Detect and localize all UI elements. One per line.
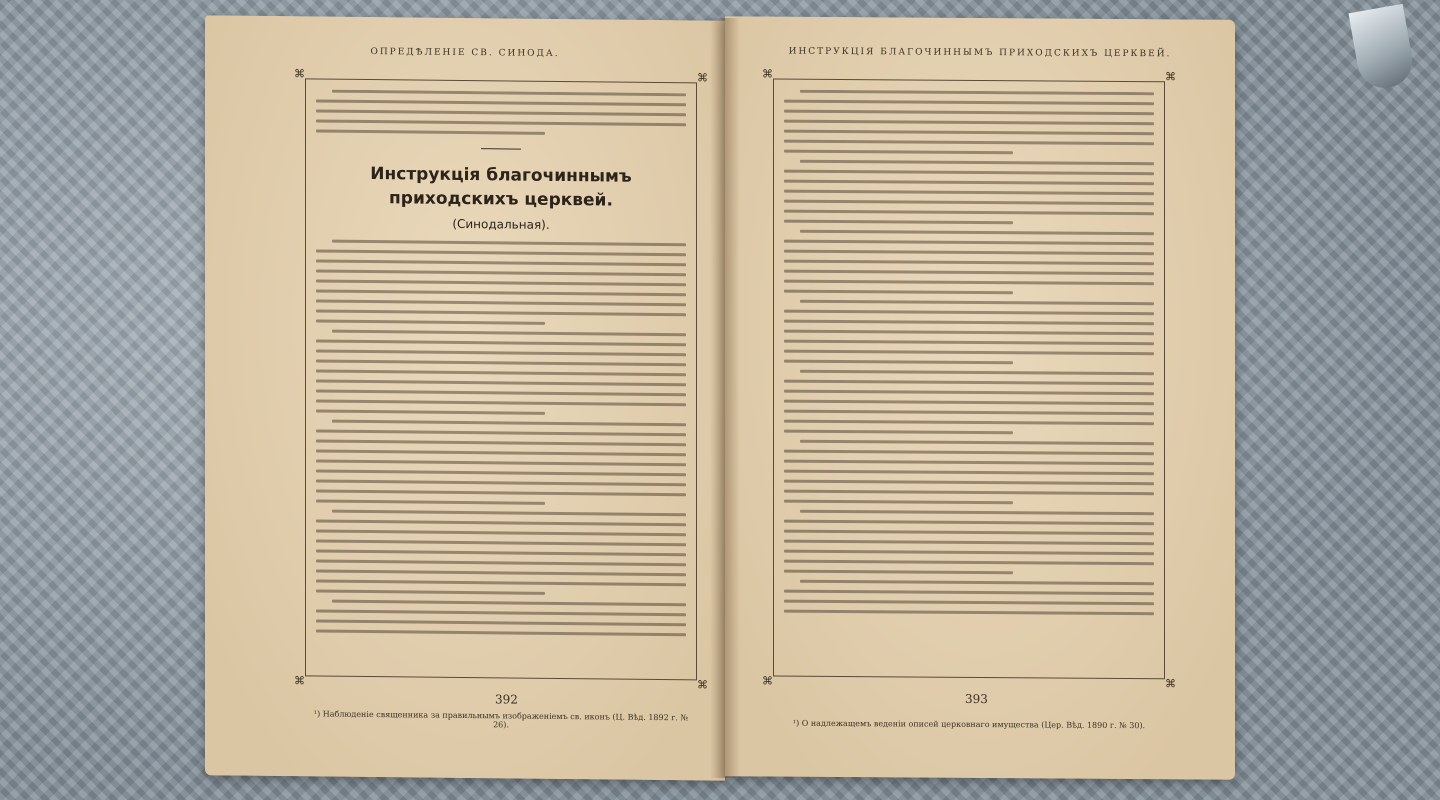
text-line (784, 240, 1154, 246)
text-line (784, 380, 1154, 386)
text-line (784, 180, 1154, 186)
text-line (316, 409, 545, 414)
text-line (316, 559, 686, 566)
text-line (784, 210, 1154, 216)
text-line (800, 580, 1154, 585)
text-line (316, 439, 686, 446)
text-line (316, 529, 686, 536)
text-line (784, 250, 1154, 256)
text-line (784, 570, 1013, 575)
open-book (205, 18, 1235, 778)
text-line (784, 500, 1013, 505)
text-line (316, 359, 686, 366)
text-line (784, 110, 1154, 116)
text-line (316, 309, 686, 316)
text-line (784, 520, 1154, 526)
text-line (784, 590, 1154, 596)
text-line (784, 610, 1154, 616)
text-line (784, 310, 1154, 316)
text-line (316, 339, 686, 346)
text-line (800, 370, 1154, 375)
text-line (784, 150, 1013, 155)
text-line (800, 440, 1154, 445)
text-line (316, 389, 686, 396)
text-line (800, 160, 1154, 165)
ornament-icon: ⌘ (697, 678, 708, 692)
text-line (784, 100, 1154, 106)
text-line (784, 390, 1154, 396)
text-line (316, 449, 686, 456)
text-line (332, 420, 686, 427)
text-line (316, 489, 686, 496)
text-line (784, 280, 1154, 286)
left-page (205, 15, 725, 780)
text-line (316, 629, 686, 636)
left-running-head: ОПРЕДѢЛЕНІЕ СВ. СИНОДА. (370, 47, 560, 59)
text-line (332, 510, 686, 517)
text-line (316, 129, 545, 134)
text-line (316, 589, 545, 594)
text-line (784, 170, 1154, 176)
text-line (332, 330, 686, 337)
text-line (316, 369, 686, 376)
text-line (316, 519, 686, 526)
text-line (316, 109, 686, 116)
text-line (316, 319, 545, 324)
text-line (784, 420, 1154, 426)
text-lines (316, 89, 686, 136)
text-line (800, 230, 1154, 235)
text-line (316, 499, 545, 504)
text-line (332, 90, 686, 97)
text-line (784, 320, 1154, 326)
text-line (784, 290, 1013, 295)
text-line (784, 200, 1154, 206)
ornament-icon: ⌘ (294, 67, 305, 81)
text-line (316, 299, 686, 306)
text-line (784, 190, 1154, 196)
right-footnote: ¹) О надлежащемъ веденіи описей церковнаго имущества (Цер. Вѣд. 1890 г. № 30). (792, 718, 1146, 731)
right-body-text (784, 90, 1154, 669)
text-line (316, 259, 686, 266)
text-line (316, 539, 686, 546)
section-subtitle: (Синодальная). (452, 216, 550, 232)
text-line (784, 490, 1154, 496)
text-lines (784, 90, 1154, 616)
text-lines (316, 239, 686, 636)
text-line (784, 600, 1154, 606)
text-line (784, 330, 1154, 336)
ornament-icon: ⌘ (294, 674, 305, 688)
text-line (784, 220, 1013, 225)
text-line (784, 560, 1154, 566)
text-line (316, 399, 686, 406)
right-running-head: ИНСТРУКЦІЯ БЛАГОЧИННЫМЪ ПРИХОДСКИХЪ ЦЕРКВЕЙ. (788, 46, 1172, 60)
ornament-icon: ⌘ (762, 674, 773, 688)
text-line (316, 99, 686, 106)
text-line (784, 350, 1154, 356)
text-line (784, 470, 1154, 476)
text-line (316, 579, 686, 586)
book-gutter (710, 18, 740, 778)
left-footnote: ¹) Наблюденіе священника за правильнымъ изображеніемъ св. иконъ (Ц. Вѣд. 1892 г. № 26). (313, 709, 689, 730)
ornament-icon: ⌘ (762, 67, 773, 81)
text-line (784, 400, 1154, 406)
left-body-text (316, 89, 686, 669)
text-line (316, 279, 686, 286)
ornament-icon: ⌘ (697, 71, 708, 85)
text-line (784, 260, 1154, 266)
text-line (800, 300, 1154, 305)
text-line (784, 120, 1154, 126)
text-line (784, 530, 1154, 536)
text-line (316, 619, 686, 626)
separator-rule (481, 148, 521, 149)
text-line (784, 540, 1154, 546)
text-line (316, 459, 686, 466)
text-line (332, 600, 686, 607)
section-title: Инструкція благочиннымъ приходскихъ церквей. (370, 164, 632, 211)
text-line (316, 429, 686, 436)
text-line (784, 450, 1154, 456)
text-line (316, 469, 686, 476)
text-line (316, 379, 686, 386)
knife-blade (1348, 4, 1416, 92)
text-line (784, 270, 1154, 276)
text-line (316, 269, 686, 276)
text-line (784, 130, 1154, 136)
text-line (800, 90, 1154, 95)
text-line (784, 550, 1154, 556)
text-line (316, 349, 686, 356)
right-page-number: 393 (965, 691, 988, 707)
text-line (784, 360, 1013, 365)
text-line (316, 569, 686, 576)
ornament-icon: ⌘ (1165, 70, 1176, 84)
text-line (800, 510, 1154, 515)
text-line (784, 140, 1154, 146)
text-line (316, 289, 686, 296)
text-line (316, 249, 686, 256)
ornament-icon: ⌘ (1165, 677, 1176, 691)
text-line (316, 479, 686, 486)
text-line (316, 609, 686, 616)
text-line (784, 460, 1154, 466)
text-line (332, 240, 686, 247)
text-line (784, 430, 1013, 435)
text-line (784, 340, 1154, 346)
text-line (316, 549, 686, 556)
text-line (316, 119, 686, 126)
text-line (784, 480, 1154, 486)
left-page-number: 392 (495, 692, 518, 707)
right-page (725, 16, 1235, 780)
text-line (784, 410, 1154, 416)
